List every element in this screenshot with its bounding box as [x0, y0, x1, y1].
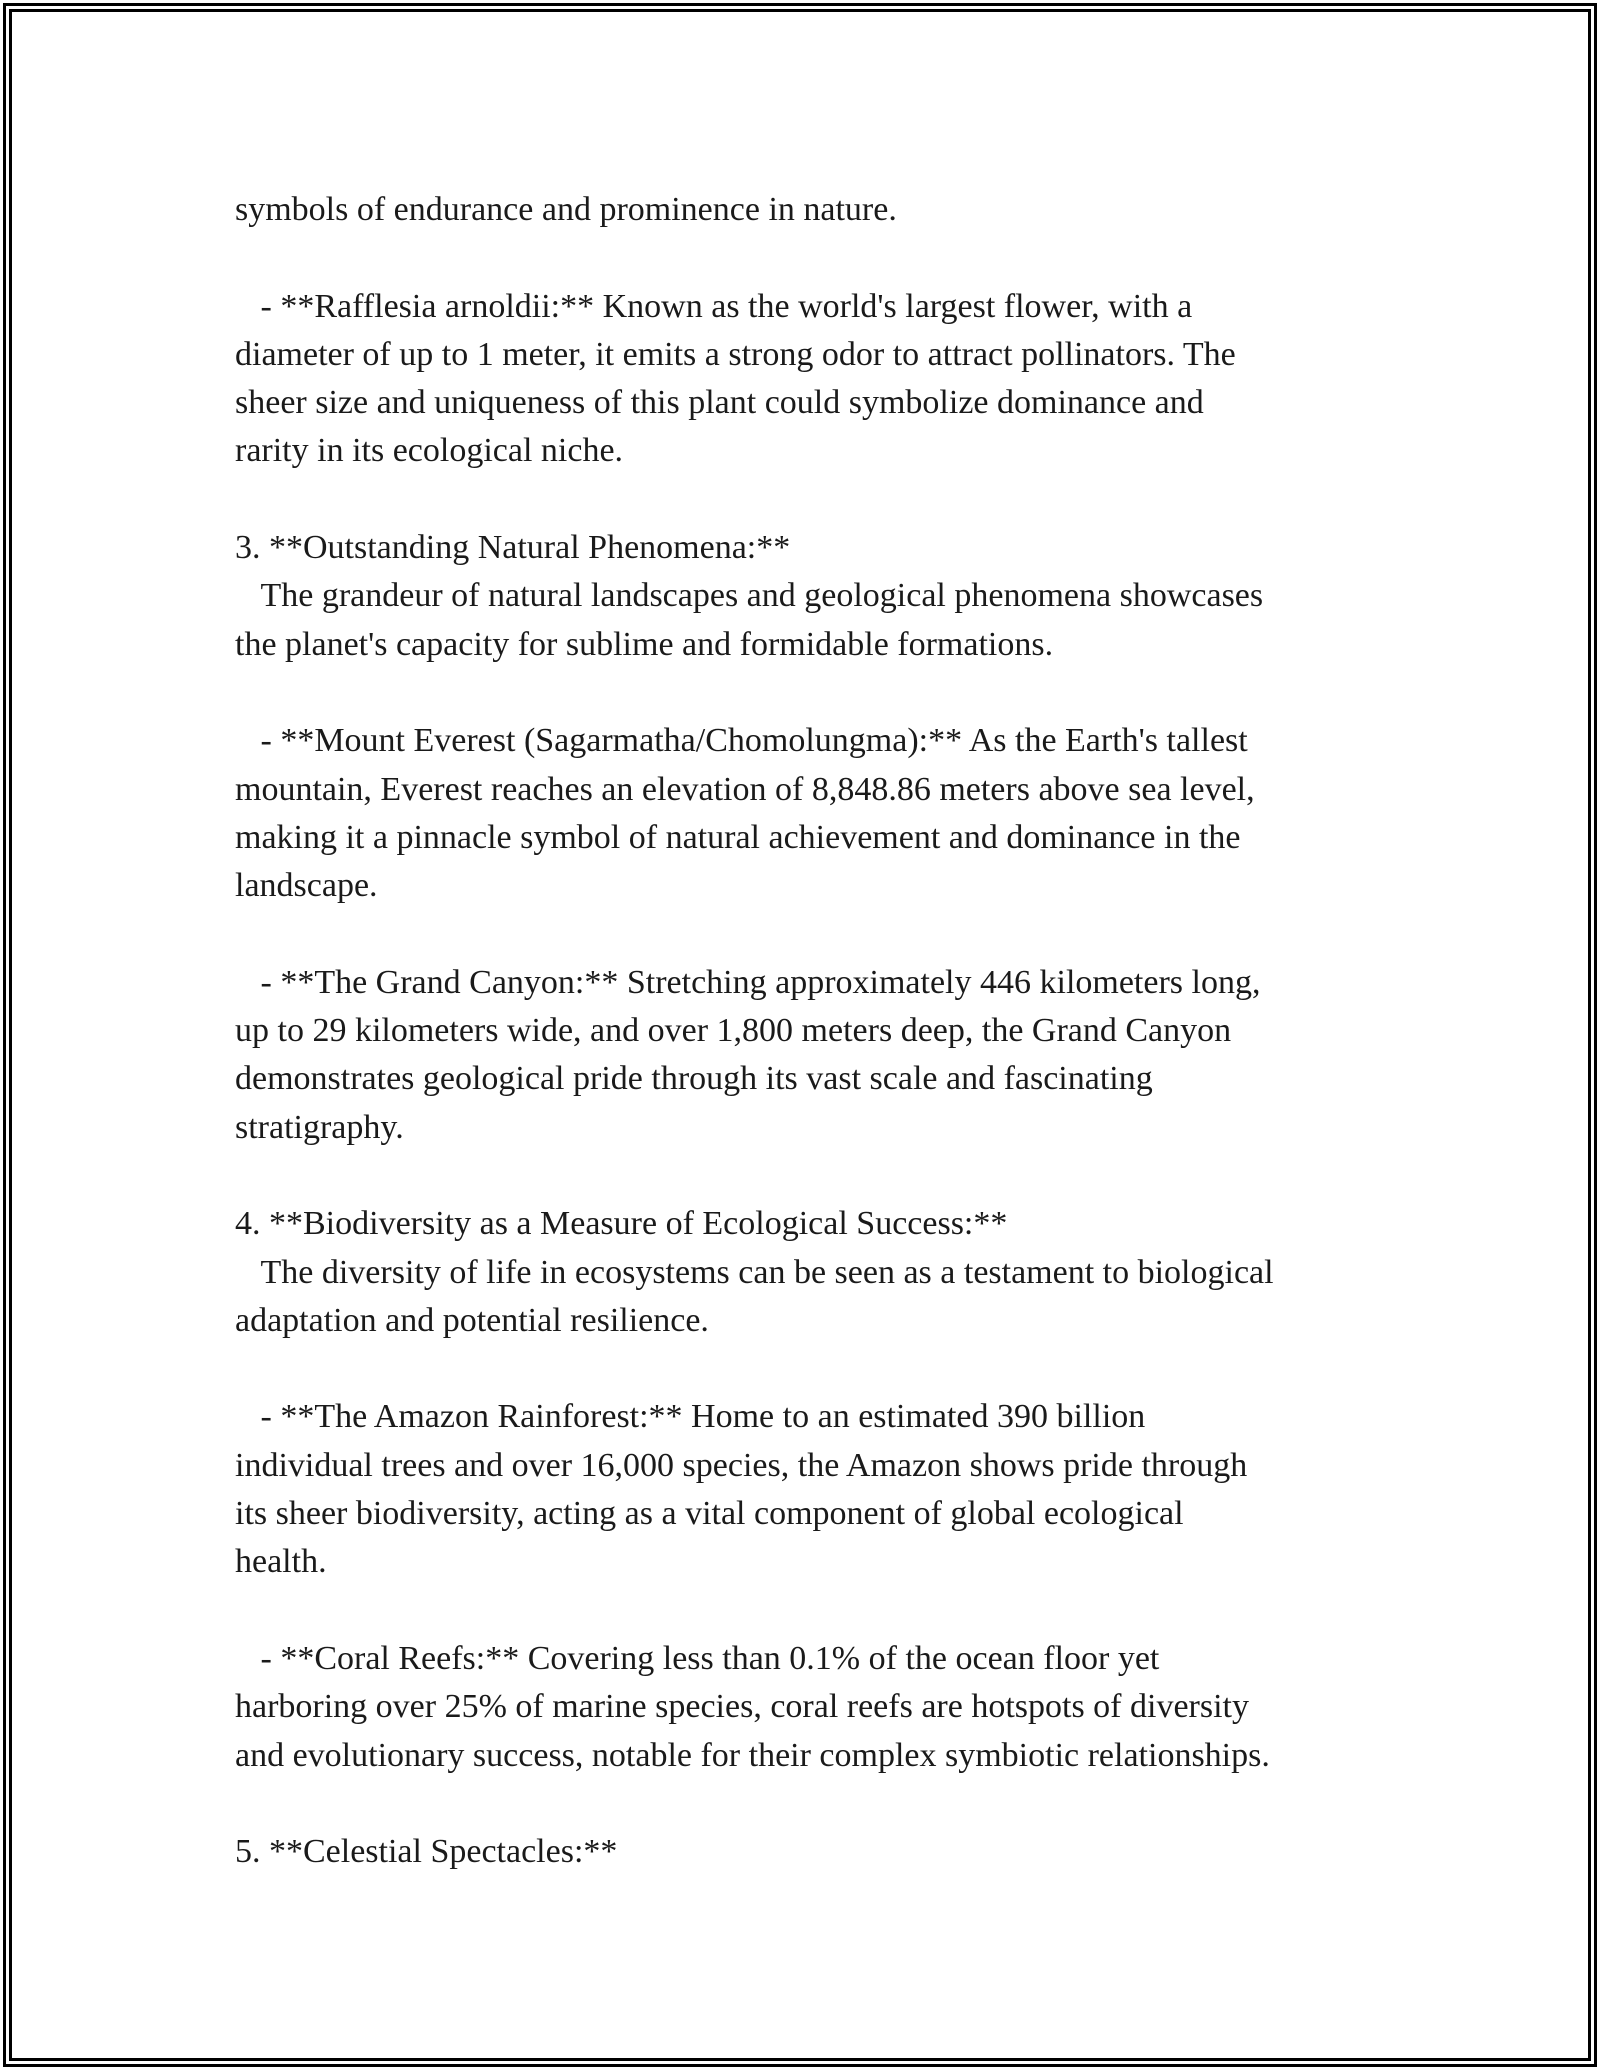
paragraph-mount-everest: - **Mount Everest (Sagarmatha/Chomolungma):** As the Earth's tallest mountain, Everest reaches an elevation of 8,848.86 meters above sea level, making it a pinnacle symbol of natural achievement and dominance in the landscape. — [235, 722, 1255, 905]
paragraph-grand-canyon: - **The Grand Canyon:** Stretching approximately 446 kilometers long, up to 29 kilometers wide, and over 1,800 meters deep, the Grand Canyon demonstrates geological pride through its vast scale and fascinating stratigraphy. — [235, 963, 1261, 1146]
document-body — [235, 186, 1415, 1876]
section-celestial-spectacles: 5. **Celestial Spectacles:** — [235, 1833, 618, 1871]
paragraph-amazon-rainforest: - **The Amazon Rainforest:** Home to an estimated 390 billion individual trees and over 16,000 species, the Amazon shows pride through its sheer biodiversity, acting as a vital component of global ecological health. — [235, 1398, 1248, 1581]
paragraph-rafflesia: - **Rafflesia arnoldii:** Known as the world's largest flower, with a diameter of up to 1 meter, it emits a strong odor to attract pollinators. The sheer size and uniqueness of this plant could symbolize dominance and rarity in its ecological niche. — [235, 287, 1236, 470]
section-biodiversity: 4. **Biodiversity as a Measure of Ecological Success:** The diversity of life in ecosystems can be seen as a testament to biological adaptation and potential resilience. — [235, 1205, 1274, 1339]
paragraph-intro-continuation: symbols of endurance and prominence in nature. — [235, 191, 897, 228]
paragraph-coral-reefs: - **Coral Reefs:** Covering less than 0.1% of the ocean floor yet harboring over 25% of marine species, coral reefs are hotspots of diversity and evolutionary success, notable for their complex symbiotic relationships. — [235, 1639, 1270, 1774]
section-natural-phenomena: 3. **Outstanding Natural Phenomena:** The grandeur of natural landscapes and geological phenomena showcases the planet's capacity for sublime and formidable formations. — [235, 529, 1264, 663]
